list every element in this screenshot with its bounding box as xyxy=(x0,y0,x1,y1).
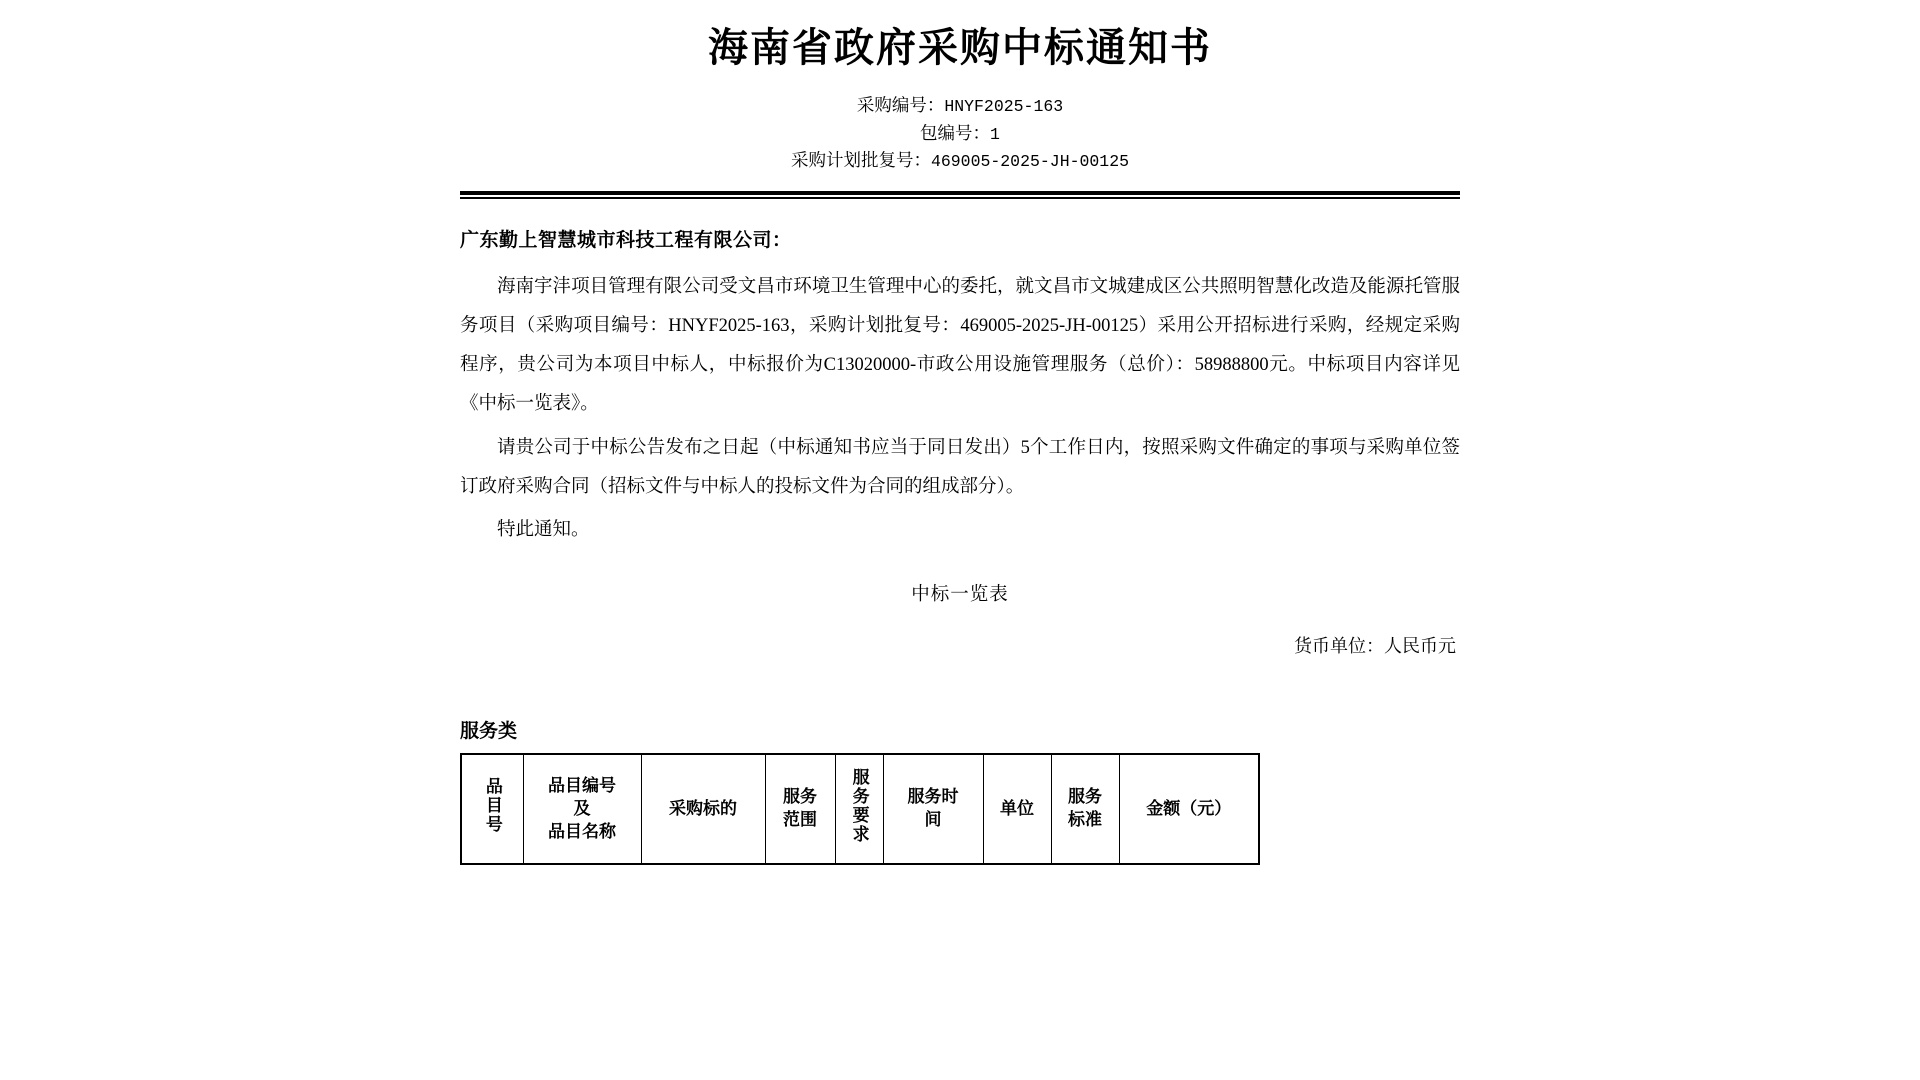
divider-thin-line xyxy=(460,197,1460,199)
table-header-service-time xyxy=(883,754,983,864)
page-title: 海南省政府采购中标通知书 xyxy=(708,25,1212,70)
table-header-item-code-line2: 及 xyxy=(573,798,591,818)
table-header-row xyxy=(461,754,1259,864)
table-header-service-scope-line1: 服务 xyxy=(783,787,817,807)
table-header-item-code-line1: 品目编号 xyxy=(548,775,616,795)
table-header-service-time-line2: 间 xyxy=(924,810,942,830)
document-body xyxy=(460,0,1460,865)
plan-approval-value: 469005-2025-JH-00125 xyxy=(930,152,1130,172)
table-header-item-number-text: 品目号 xyxy=(482,777,502,835)
table-header-unit: 单位 xyxy=(983,754,1051,864)
category-label: 服务类 xyxy=(460,721,518,743)
table-header-service-requirement-text: 服务要求 xyxy=(849,767,869,844)
purchase-number-label: 采购编号： xyxy=(856,95,945,115)
plan-approval-number-line xyxy=(460,147,1460,175)
table-header-service-time-line1: 服务时 xyxy=(907,787,959,807)
plan-approval-label: 采购计划批复号： xyxy=(790,150,931,171)
body-paragraph-1: 海南宇沣项目管理有限公司受文昌市环境卫生管理中心的委托，就文昌市文城建成区公共照明智慧化改造及能源托管服务项目（采购项目编号：HNYF2025-163，采购计划批复号：469005-2025-JH-00125）采用公开招标进行采购，经规定采购程序，贵公司为本项目中标人，中标报价为C13020000-市政公用设施管理服务（总价）：58988800元。中标项目内容详见《中标一览表》。 xyxy=(460,276,1460,415)
table-header-amount: 金额（元） xyxy=(1119,754,1259,864)
document-meta xyxy=(460,92,1460,175)
divider-double-rule xyxy=(460,191,1460,199)
package-number-value: 1 xyxy=(990,124,1000,144)
table-header-item-code-name xyxy=(523,754,641,864)
table-header-service-scope xyxy=(765,754,835,864)
table-header-item-number xyxy=(461,754,523,864)
table-header-procurement-subject: 采购标的 xyxy=(641,754,765,864)
package-number-label: 包编号： xyxy=(920,122,991,143)
table-header-item-code-line3: 品目名称 xyxy=(548,821,616,841)
award-table-header xyxy=(461,754,1259,864)
award-list-section-title: 中标一览表 xyxy=(911,585,1009,606)
award-table xyxy=(460,753,1260,865)
purchase-number-line xyxy=(460,92,1460,120)
table-header-service-scope-line2: 范围 xyxy=(783,810,817,830)
purchase-number-value: HNYF2025-163 xyxy=(944,97,1064,116)
package-number-line xyxy=(460,120,1460,148)
currency-unit-note: 货币单位：人民币元 xyxy=(1294,636,1456,657)
table-header-service-standard-line2: 标准 xyxy=(1068,810,1102,830)
table-header-service-standard-line1: 服务 xyxy=(1068,787,1102,807)
body-paragraph-3: 特此通知。 xyxy=(497,520,590,540)
addressee: 广东勤上智慧城市科技工程有限公司： xyxy=(460,229,792,251)
table-header-service-requirement xyxy=(835,754,883,864)
table-header-service-standard xyxy=(1051,754,1119,864)
body-paragraph-2: 请贵公司于中标公告发布之日起（中标通知书应当于同日发出）5个工作日内，按照采购文件确定的事项与采购单位签订政府采购合同（招标文件与中标人的投标文件为合同的组成部分）。 xyxy=(460,437,1460,497)
